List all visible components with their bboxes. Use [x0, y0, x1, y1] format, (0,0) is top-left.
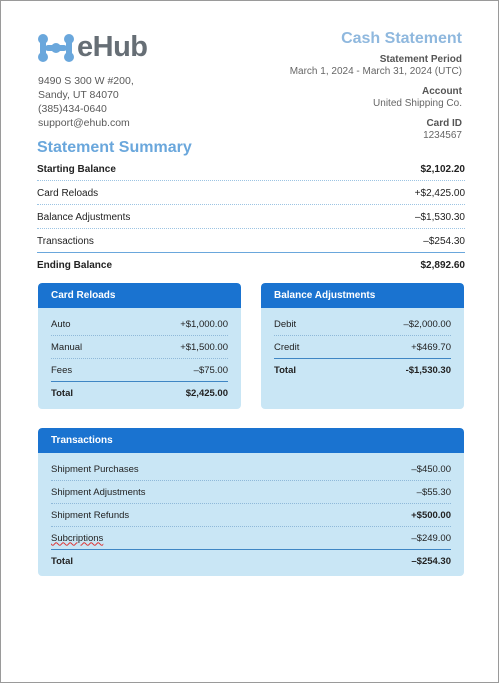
- period-label: Statement Period: [379, 54, 462, 65]
- card-reloads-row: [51, 359, 228, 382]
- balance-adjustments-total: [274, 359, 451, 381]
- row-label: Auto: [51, 318, 71, 330]
- row-value: –$249.00: [411, 532, 451, 544]
- row-value: +$1,000.00: [180, 318, 228, 330]
- summary-label: Balance Adjustments: [37, 211, 131, 223]
- row-label: Shipment Refunds: [51, 509, 130, 521]
- summary-value: +$2,425.00: [414, 187, 465, 199]
- summary-label: Ending Balance: [37, 259, 113, 271]
- summary-row-starting: [37, 157, 465, 181]
- balance-adjustments-row: [274, 313, 451, 336]
- card-reloads-total: [51, 382, 228, 404]
- transactions-total: [51, 550, 451, 572]
- address-line-1: 9490 S 300 W #200,: [38, 75, 134, 87]
- summary-value: –$1,530.30: [414, 211, 465, 223]
- row-label: Subcriptions: [51, 532, 104, 544]
- total-value: –$254.30: [411, 555, 451, 567]
- card-id-label: Card ID: [426, 118, 462, 129]
- row-value: +$469.70: [411, 341, 451, 353]
- summary-value: $2,102.20: [420, 163, 465, 175]
- card-id-value: 1234567: [423, 130, 462, 141]
- row-value: +$1,500.00: [180, 341, 228, 353]
- summary-label: Transactions: [37, 235, 94, 247]
- card-reloads-title: Card Reloads: [38, 283, 241, 308]
- company-address: [38, 74, 134, 130]
- transactions-row: [51, 458, 451, 481]
- card-reloads-row: [51, 313, 228, 336]
- transactions-row: [51, 527, 451, 550]
- summary-value: –$254.30: [423, 235, 465, 247]
- address-line-2: Sandy, UT 84070: [38, 89, 119, 101]
- transactions-panel: [38, 428, 464, 576]
- summary-title: Statement Summary: [37, 139, 192, 156]
- row-label: Manual: [51, 341, 83, 353]
- period-value: March 1, 2024 - March 31, 2024 (UTC): [289, 66, 462, 77]
- ehub-logo: [37, 31, 148, 64]
- account-value: United Shipping Co.: [373, 98, 462, 109]
- total-value: -$1,530.30: [405, 364, 451, 376]
- balance-adjustments-title: Balance Adjustments: [261, 283, 464, 308]
- total-label: Total: [51, 555, 73, 567]
- row-value: –$2,000.00: [403, 318, 451, 330]
- company-email: support@ehub.com: [38, 117, 130, 129]
- document-title: Cash Statement: [341, 30, 462, 47]
- transactions-title: Transactions: [38, 428, 464, 453]
- company-phone: (385)434-0640: [38, 103, 107, 115]
- balance-adjustments-row: [274, 336, 451, 359]
- summary-row-reloads: [37, 181, 465, 205]
- card-reloads-row: [51, 336, 228, 359]
- row-label: Shipment Purchases: [51, 463, 139, 475]
- summary-label: Starting Balance: [37, 163, 116, 175]
- total-value: $2,425.00: [185, 387, 228, 399]
- summary-row-transactions: [37, 229, 465, 253]
- brand-name: eHub: [77, 31, 148, 63]
- row-label: Credit: [274, 341, 300, 353]
- row-value: –$75.00: [193, 364, 228, 376]
- row-value: +$500.00: [411, 509, 451, 521]
- total-label: Total: [274, 364, 296, 376]
- card-reloads-panel: [38, 283, 241, 409]
- row-value: –$55.30: [416, 486, 451, 498]
- summary-row-ending: [37, 253, 465, 276]
- row-label: Fees: [51, 364, 73, 376]
- total-label: Total: [51, 387, 73, 399]
- ehub-logo-icon: [37, 33, 75, 63]
- summary-value: $2,892.60: [420, 259, 465, 271]
- transactions-row: [51, 481, 451, 504]
- row-label: Shipment Adjustments: [51, 486, 146, 498]
- row-label: Debit: [274, 318, 297, 330]
- account-label: Account: [422, 86, 462, 97]
- statement-meta: [290, 30, 462, 150]
- row-value: –$450.00: [411, 463, 451, 475]
- transactions-row: [51, 504, 451, 527]
- summary-table: [37, 157, 465, 276]
- summary-label: Card Reloads: [37, 187, 99, 199]
- summary-row-adjustments: [37, 205, 465, 229]
- balance-adjustments-panel: [261, 283, 464, 409]
